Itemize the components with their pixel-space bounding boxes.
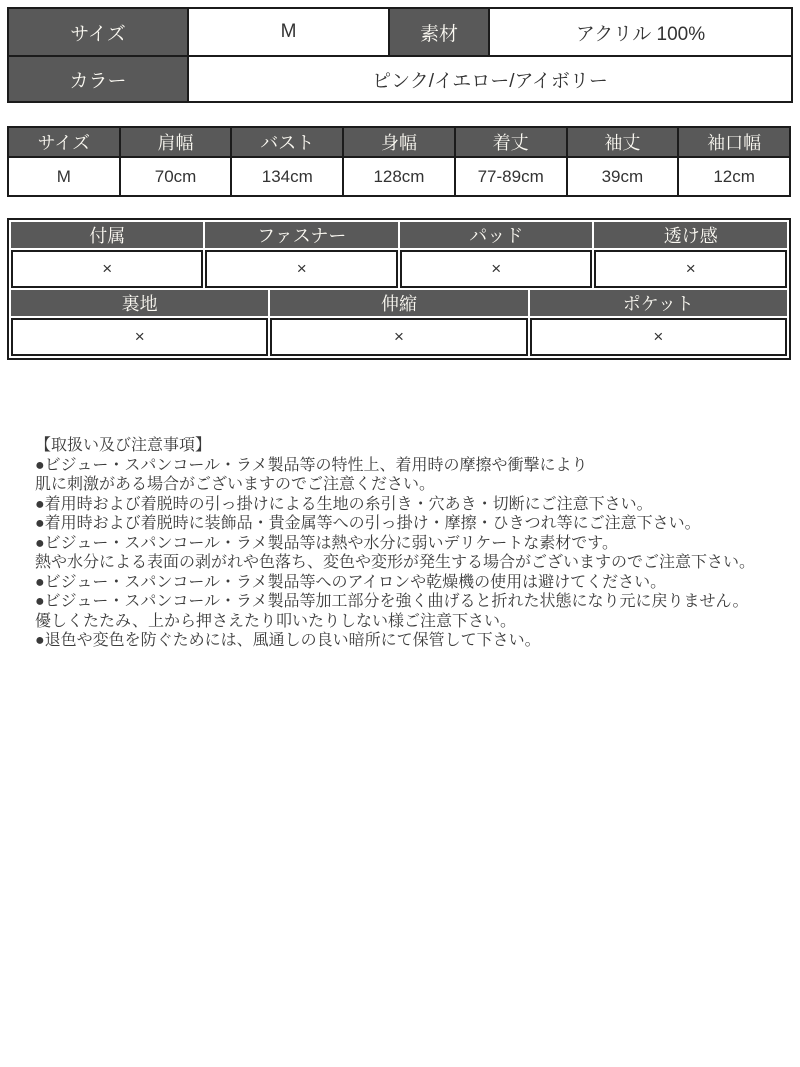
size-header-cell: サイズ: [8, 8, 188, 56]
size-value-cell: M: [188, 8, 389, 56]
care-note-line: ●ビジュー・スパンコール・ラメ製品等へのアイロンや乾燥機の使用は避けてください。: [35, 573, 667, 591]
care-note-line: ●ビジュー・スパンコール・ラメ製品等は熱や水分に弱いデリケートな素材です。: [35, 534, 618, 552]
feature-value-cell: ×: [205, 250, 397, 288]
feature-value-cell: ×: [530, 318, 787, 356]
care-notes-title: 【取扱い及び注意事項】: [35, 437, 212, 454]
measurements-table: [7, 126, 791, 197]
care-note-line: 優しくたたみ、上から押さえたり叩いたりしない様ご注意下さい。: [35, 612, 516, 630]
measurements-value-row: [8, 157, 790, 196]
care-note-line: ●ビジュー・スパンコール・ラメ製品等加工部分を強く曲げると折れた状態になり元に戻りません。: [35, 593, 749, 610]
measurement-value-cell: 70cm: [120, 157, 232, 196]
features-header-row-1: [11, 222, 787, 248]
feature-header-cell: 裏地: [11, 290, 268, 316]
measurement-header-cell: 袖口幅: [678, 127, 790, 157]
feature-header-cell: 付属: [11, 222, 203, 248]
measurement-value-cell: M: [8, 157, 120, 196]
measurement-header-cell: バスト: [231, 127, 343, 157]
care-note-line: ●着用時および着脱時の引っ掛けによる生地の糸引き・穴あき・切断にご注意下さい。: [35, 495, 653, 513]
feature-header-cell: 透け感: [594, 222, 787, 248]
color-value-cell: ピンク/イエロー/アイボリー: [188, 56, 792, 102]
measurement-value-cell: 134cm: [231, 157, 343, 196]
feature-header-cell: ファスナー: [205, 222, 397, 248]
care-note-line: ●着用時および着脱時に装飾品・貴金属等への引っ掛け・摩擦・ひきつれ等にご注意下さい。: [35, 515, 701, 532]
feature-value-cell: ×: [11, 250, 203, 288]
feature-value-cell: ×: [11, 318, 268, 356]
measurement-header-cell: 肩幅: [120, 127, 232, 157]
measurement-header-cell: 袖丈: [567, 127, 679, 157]
feature-value-cell: ×: [400, 250, 592, 288]
features-value-row-1: [11, 250, 787, 288]
measurement-value-cell: 39cm: [567, 157, 679, 196]
feature-value-cell: ×: [270, 318, 527, 356]
measurement-value-cell: 12cm: [678, 157, 790, 196]
care-note-line: ●ビジュー・スパンコール・ラメ製品等の特性上、着用時の摩擦や衝撃により: [35, 456, 588, 474]
material-value-cell: アクリル 100%: [489, 8, 792, 56]
size-material-color-table: [7, 7, 793, 103]
measurement-value-cell: 128cm: [343, 157, 455, 196]
material-header-cell: 素材: [389, 8, 489, 56]
feature-header-cell: パッド: [400, 222, 592, 248]
care-notes: [35, 436, 795, 651]
measurements-header-row: [8, 127, 790, 157]
measurement-value-cell: 77-89cm: [455, 157, 567, 196]
feature-value-cell: ×: [594, 250, 787, 288]
care-note-line: 熱や水分による表面の剥がれや色落ち、変色や変形が発生する場合がございますのでご注意下さい。: [35, 554, 756, 571]
care-note-line: 肌に刺激がある場合がございますのでご注意ください。: [35, 476, 436, 493]
measurement-header-cell: サイズ: [8, 127, 120, 157]
features-table: [7, 218, 791, 360]
feature-header-cell: 伸縮: [270, 290, 527, 316]
measurement-header-cell: 着丈: [455, 127, 567, 157]
measurement-header-cell: 身幅: [343, 127, 455, 157]
feature-header-cell: ポケット: [530, 290, 787, 316]
color-header-cell: カラー: [8, 56, 188, 102]
features-value-row-2: [11, 318, 787, 356]
features-header-row-2: [11, 290, 787, 316]
care-note-line: ●退色や変色を防ぐためには、風通しの良い暗所にて保管して下さい。: [35, 632, 541, 649]
